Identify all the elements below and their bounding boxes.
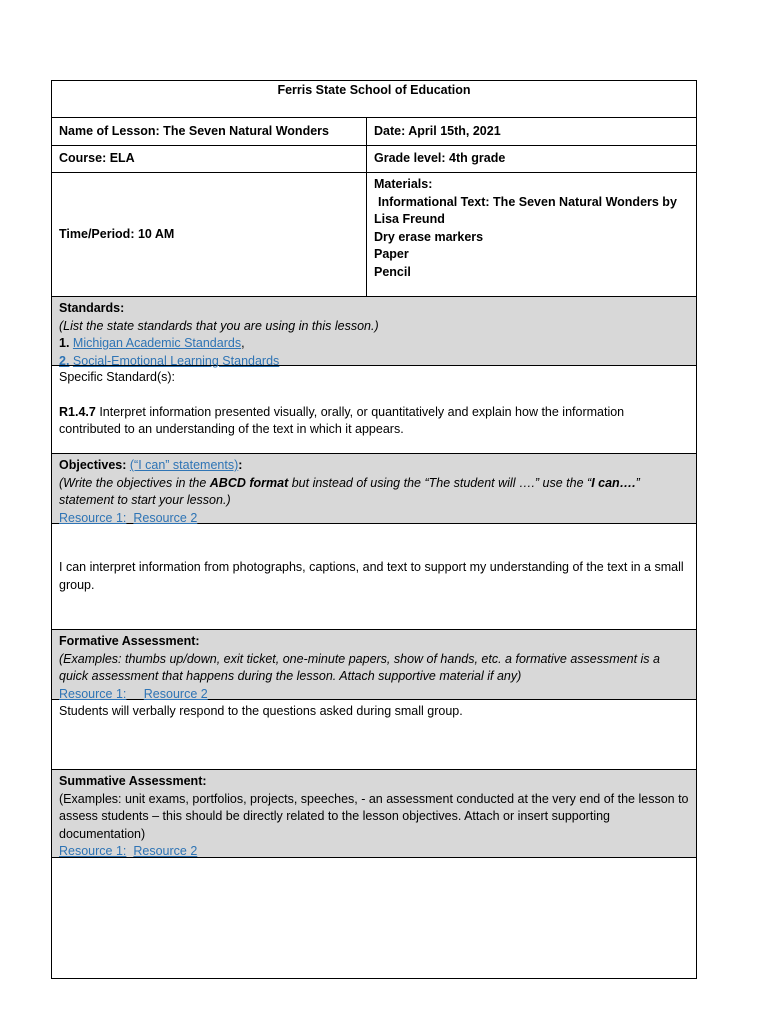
objectives-instruction: (Write the objectives in the ABCD format but instead of using the “The student will ….” use the “I can….” statement to start your lesson.) (59, 475, 640, 507)
time-materials-row (52, 172, 696, 296)
standard-item-1 (59, 335, 689, 353)
standard-code: R1.4.7 (59, 404, 96, 419)
standards-header-row (52, 296, 696, 368)
specific-standards-row (52, 365, 696, 453)
grade-level: Grade level: 4th grade (374, 151, 506, 166)
course-grade-row (52, 145, 696, 172)
resource-2-link[interactable]: Resource 2 (143, 686, 208, 701)
specific-standards (52, 366, 696, 453)
summative-content (52, 858, 696, 978)
materials-item: Dry erase markers (374, 229, 484, 244)
materials-item: Paper (374, 247, 409, 261)
standard-number: 1. (59, 336, 70, 350)
time-period: Time/Period: 10 AM (52, 173, 367, 296)
formative-header-row (52, 629, 696, 699)
resource-1-link[interactable]: Resource 1: (59, 686, 127, 701)
objectives-heading: Objectives: (59, 458, 130, 472)
resource-1-link[interactable]: Resource 1: (59, 844, 127, 858)
specific-standard-text (59, 404, 689, 439)
materials-item: Lisa Freund (374, 212, 445, 226)
lesson-name: Name of Lesson: The Seven Natural Wonders (52, 118, 367, 145)
lesson-plan-table (51, 80, 697, 979)
summative-heading: Summative Assessment: (59, 774, 207, 788)
formative-instruction: (Examples: thumbs up/down, exit ticket, one-minute papers, show of hands, etc. a formative assessment is a quick assessment that happens during the lesson. Attach supportive material if any) (59, 651, 660, 683)
standard-description: Interpret information presented visually, orally, or quantitatively and explain how the information contributed to an understanding of the text in which it appears. (59, 404, 625, 436)
formative-header (52, 630, 696, 699)
summative-content-row (52, 857, 696, 978)
summative-header (52, 770, 696, 857)
lesson-date: Date: April 15th, 2021 (374, 123, 501, 138)
objectives-heading-line (59, 457, 689, 475)
resource-2-link[interactable]: Resource 2 (133, 844, 198, 858)
standards-instruction: (List the state standards that you are using in this lesson.) (59, 318, 379, 333)
title-row (52, 81, 696, 117)
materials-item: Informational Text: The Seven Natural Wonders by (378, 194, 677, 209)
resource-2-link[interactable]: Resource 2 (133, 510, 198, 525)
i-can-statements-link[interactable]: (“I can” statements) (129, 458, 239, 472)
materials-item: Pencil (374, 264, 411, 279)
sel-standards-link[interactable]: Social-Emotional Learning Standards (72, 353, 280, 368)
standard-separator: , (241, 336, 245, 350)
objectives-header-row (52, 453, 696, 523)
summative-header-row (52, 769, 696, 857)
formative-content: Students will verbally respond to the questions asked during small group. (59, 704, 463, 718)
materials (367, 173, 696, 296)
objectives-header (52, 454, 696, 523)
course: Course: ELA (52, 146, 367, 172)
michigan-standards-link[interactable]: Michigan Academic Standards (72, 336, 242, 350)
objectives-content-row (52, 523, 696, 629)
formative-heading: Formative Assessment: (59, 634, 200, 648)
specific-standards-heading: Specific Standard(s): (59, 370, 176, 384)
objectives-colon: : (238, 458, 243, 472)
resource-1-link[interactable]: Resource 1: (59, 510, 127, 525)
formative-content-row (52, 699, 696, 769)
summative-instruction: (Examples: unit exams, portfolios, projects, speeches, - an assessment conducted at the very end of the lesson to assess students – this should be directly related to the lesson objectives. Attach or insert supporting documentation) (59, 791, 689, 841)
standards-header (52, 297, 696, 368)
materials-heading: Materials: (374, 177, 433, 191)
standard-number[interactable]: 2. (59, 353, 70, 368)
standards-heading: Standards: (59, 301, 125, 315)
objectives-content: I can interpret information from photographs, captions, and text to support my understanding of the text in a small group. (59, 560, 684, 592)
lesson-date-row (52, 117, 696, 145)
school-title: Ferris State School of Education (277, 83, 471, 97)
